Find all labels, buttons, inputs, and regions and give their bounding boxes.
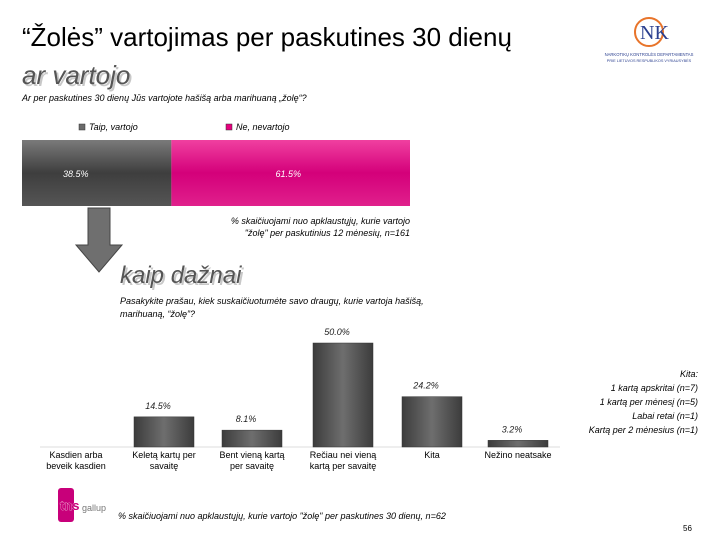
category-label: Bent vieną kartą	[219, 450, 285, 460]
nk-logo-letters: NK	[640, 22, 669, 44]
column-bar	[402, 397, 462, 447]
page-number: 56	[683, 524, 692, 533]
stacked-bar-label: 38.5%	[63, 169, 89, 179]
kita-breakdown	[560, 367, 698, 437]
base-note-1: % skaičiuojami nuo apklaustųjų, kurie vartojo "žolę" per paskutinius 12 mėnesių, n=161	[230, 216, 410, 238]
column-bar	[134, 417, 194, 447]
nk-logo-text-1: NARKOTIKŲ KONTROLĖS DEPARTAMENTAS	[604, 52, 694, 57]
legend-swatch-yes	[79, 124, 85, 130]
kita-item: Kartą per 2 mėnesius (n=1)	[588, 425, 698, 435]
kita-title: Kita:	[679, 369, 698, 379]
legend-label-yes: Taip, vartojo	[89, 122, 138, 132]
tns-logo-text: tns	[60, 498, 80, 513]
question-text-1: Ar per paskutines 30 dienų Jūs vartojote hašišą arba marihuaną „žolę“?	[22, 93, 307, 103]
category-label: Kasdien arba	[49, 450, 103, 460]
gallup-logo-text: gallup	[82, 503, 106, 513]
stacked-bar-label: 61.5%	[275, 169, 302, 179]
column-value-label: 3.2%	[501, 424, 523, 435]
column-value-label: 14.5%	[145, 400, 171, 411]
kita-item: 1 kartą apskritai (n=7)	[610, 383, 698, 393]
legend-label-no: Ne, nevartojo	[236, 122, 290, 132]
legend-1	[79, 122, 290, 132]
kita-item: 1 kartą per mėnesį (n=5)	[599, 397, 698, 407]
question-text-2: Pasakykite prašau, kiek suskaičiuotumėte savo draugų, kurie vartoja hašišą, marihuaną, “žolę”?	[120, 296, 424, 319]
column-bar	[488, 440, 548, 447]
section-title-2: kaip dažnai	[120, 262, 242, 289]
category-label: Rečiau nei vieną	[309, 450, 377, 460]
category-label: beveik kasdien	[46, 461, 106, 471]
column-bar	[222, 430, 282, 447]
category-label: per savaitę	[229, 461, 275, 471]
column-bar	[313, 343, 373, 447]
tns-gallup-logo	[58, 485, 106, 525]
page-subtitle: ar vartojo	[22, 60, 131, 90]
nk-logo-text-2: PRIE LIETUVOS RESPUBLIKOS VYRIAUSYBĖS	[606, 59, 692, 63]
column-value-label: 8.1%	[235, 414, 257, 425]
base-note-2: % skaičiuojami nuo apklaustųjų, kurie vartojo "žolę" per paskutines 30 dienų, n=62	[118, 511, 446, 521]
stacked-bar-segment	[22, 140, 171, 206]
column-value-label: 24.2%	[413, 380, 439, 391]
column-value-label: 50.0%	[324, 327, 350, 337]
page-title: “Žolės” vartojimas per paskutines 30 dienų	[22, 22, 512, 52]
kita-item: Labai retai (n=1)	[632, 411, 698, 421]
stacked-bar-chart	[22, 140, 410, 206]
category-label: kartą per savaitę	[309, 461, 377, 471]
category-label: Kita	[424, 450, 440, 460]
frequency-column-chart	[40, 327, 560, 471]
category-label: Nežino neatsake	[484, 450, 552, 460]
down-arrow-icon	[76, 208, 122, 272]
category-label: savaitę	[149, 461, 179, 471]
legend-swatch-no	[226, 124, 232, 130]
category-label: Keletą kartų per	[132, 450, 196, 460]
